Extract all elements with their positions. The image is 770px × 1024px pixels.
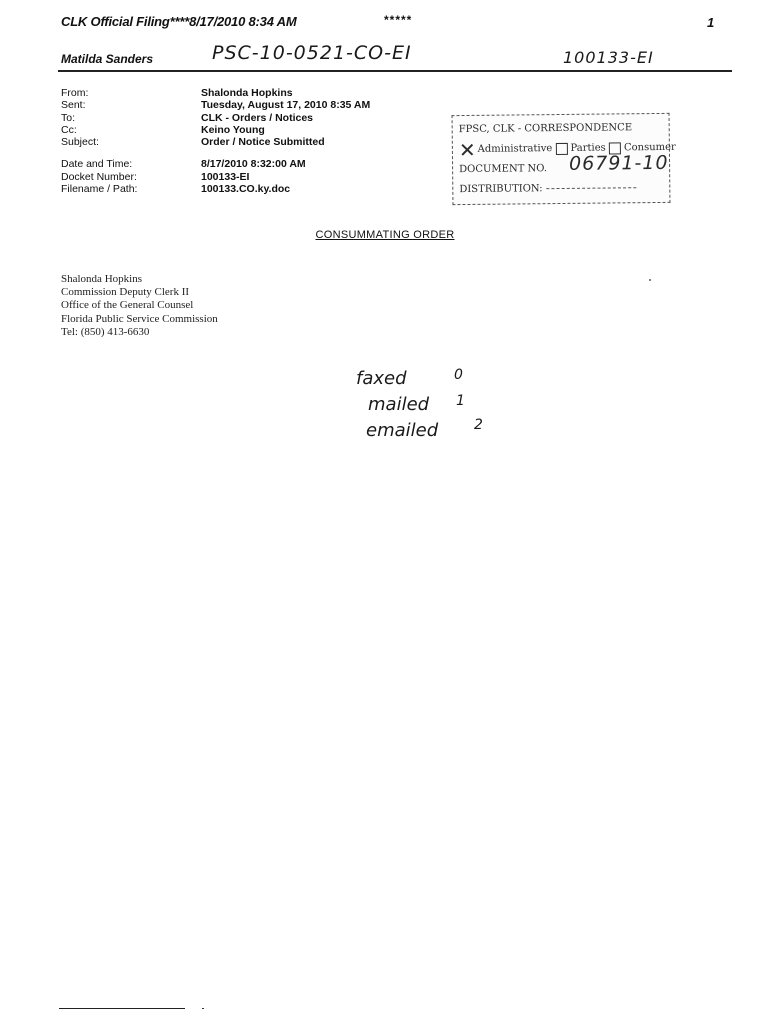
spacer [201, 148, 370, 158]
note-row [356, 392, 465, 418]
from-label: From: [61, 87, 89, 99]
note-label: mailed [368, 394, 430, 415]
header-divider [58, 70, 732, 72]
note-count: 2 [474, 417, 483, 433]
sent-value: Tuesday, August 17, 2010 8:35 AM [201, 99, 371, 112]
signature-line: Office of the General Counsel [61, 299, 194, 312]
datetime-label: Date and Time: [61, 158, 133, 171]
email-field-values [201, 87, 370, 195]
note-label: emailed [366, 420, 439, 441]
checked-x-icon: ✕ [458, 137, 476, 162]
cc-label: Cc: [61, 123, 77, 136]
sent-label: Sent: [61, 99, 86, 112]
email-field-labels [61, 87, 137, 195]
signature-line: Shalonda Hopkins [61, 273, 142, 285]
docket-value: 100133-EI [201, 170, 250, 183]
correspondence-stamp [452, 113, 676, 205]
signature-line: Commission Deputy Clerk II [61, 286, 190, 299]
to-value: CLK - Orders / Notices [201, 111, 314, 124]
to-label: To: [61, 111, 76, 124]
subject-label: Subject: [61, 136, 99, 149]
signature-line: Tel: (850) 413-6630 [61, 325, 150, 338]
spacer [61, 148, 137, 158]
stamp-line-1: FPSC, CLK - CORRESPONDENCE [458, 122, 633, 136]
stamp-consumer: Consumer [623, 141, 676, 154]
page-number: 1 [707, 15, 715, 30]
handwritten-docket-ref: PSC-10-0521-CO-EI [212, 42, 412, 64]
stamp-blank-line [546, 187, 636, 189]
filing-header-stars: ***** [384, 13, 413, 27]
scan-speck [649, 279, 651, 281]
footer-rule [59, 1008, 185, 1009]
document-heading: CONSUMMATING ORDER [315, 229, 455, 241]
cc-value: Keino Young [201, 123, 265, 136]
stamp-document-no-label: DOCUMENT NO. [459, 163, 548, 176]
handwritten-distribution-notes [356, 366, 483, 444]
stamp-distribution: DISTRIBUTION: [459, 183, 543, 196]
signature-line: Florida Public Service Commission [61, 312, 218, 325]
checkbox-icon [555, 142, 567, 154]
handwritten-number-ref: 100133-EI [563, 48, 654, 67]
note-label: faxed [356, 368, 407, 389]
signature-block [61, 273, 218, 339]
filing-header-title: CLK Official Filing****8/17/2010 8:34 AM [61, 14, 297, 29]
from-value: Shalonda Hopkins [201, 87, 293, 99]
filename-label: Filename / Path: [61, 183, 138, 196]
stamp-distribution-row [459, 178, 665, 200]
footer-rule-mark [202, 1008, 204, 1009]
filename-value: 100133.CO.ky.doc [201, 183, 291, 196]
stamp-document-row [459, 151, 669, 180]
note-row [356, 366, 463, 392]
stamp-administrative: Administrative [477, 143, 553, 155]
note-count: 1 [456, 393, 465, 409]
sender-name: Matilda Sanders [61, 52, 154, 66]
stamp-document-no: 06791-10 [568, 151, 669, 175]
stamp-parties: Parties [570, 142, 606, 154]
docket-label: Docket Number: [61, 170, 137, 183]
note-row [356, 417, 483, 444]
note-count: 0 [454, 367, 463, 383]
datetime-value: 8/17/2010 8:32:00 AM [201, 158, 306, 171]
subject-value: Order / Notice Submitted [201, 136, 325, 149]
